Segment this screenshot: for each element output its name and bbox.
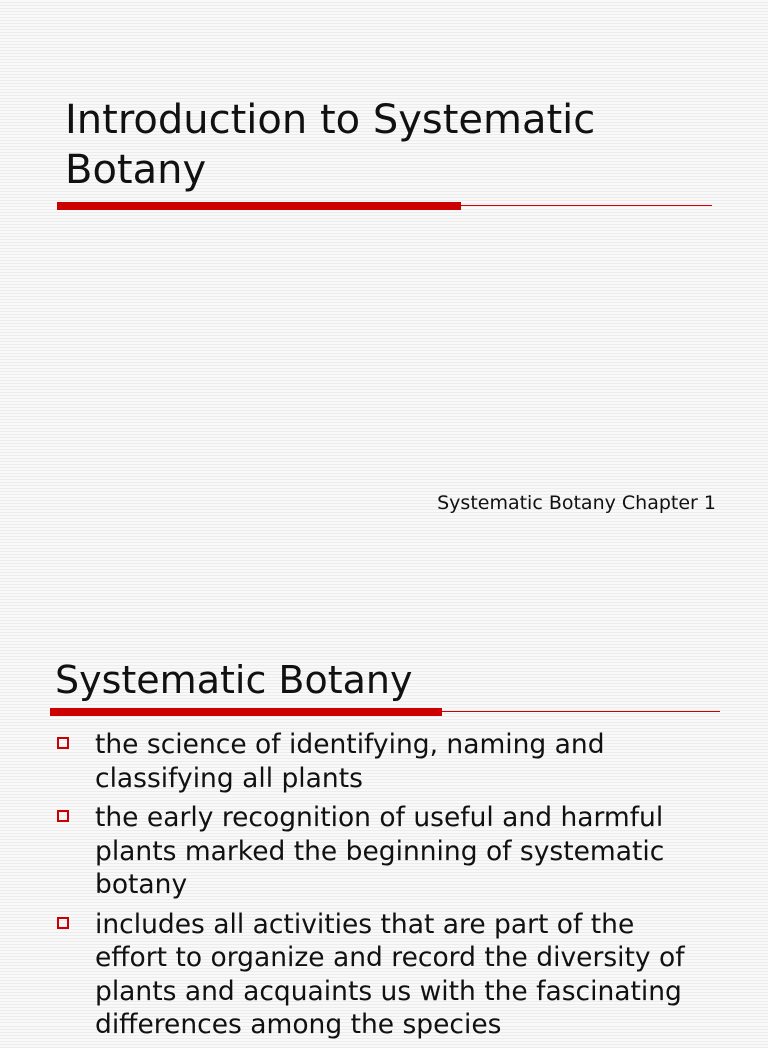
bullet-text: the science of identifying, naming and classifying all plants: [95, 729, 605, 794]
heading-underline-thin: [442, 711, 720, 712]
slide-heading: Systematic Botany: [55, 658, 413, 702]
bullet-text: the early recognition of useful and harmful plants marked the beginning of systematic botany: [95, 802, 665, 900]
bullet-item: [55, 801, 705, 902]
slide-title: Introduction to Systematic Botany: [65, 97, 596, 193]
content-slide: [0, 620, 768, 1040]
bullet-list: [55, 728, 705, 1048]
title-underline-thick: [57, 202, 461, 210]
title-underline-thin: [461, 205, 712, 206]
heading-underline-thick: [50, 708, 442, 716]
bullet-item: [55, 728, 705, 795]
bullet-item: [55, 908, 705, 1042]
hollow-square-bullet-icon: [57, 810, 69, 822]
hollow-square-bullet-icon: [57, 917, 69, 929]
hollow-square-bullet-icon: [57, 737, 69, 749]
slide-subtitle: Systematic Botany Chapter 1: [437, 492, 716, 514]
bullet-text: includes all activities that are part of the effort to organize and record the diversity of plants and acquaints us with the fascinating differences among the species: [95, 908, 685, 1040]
